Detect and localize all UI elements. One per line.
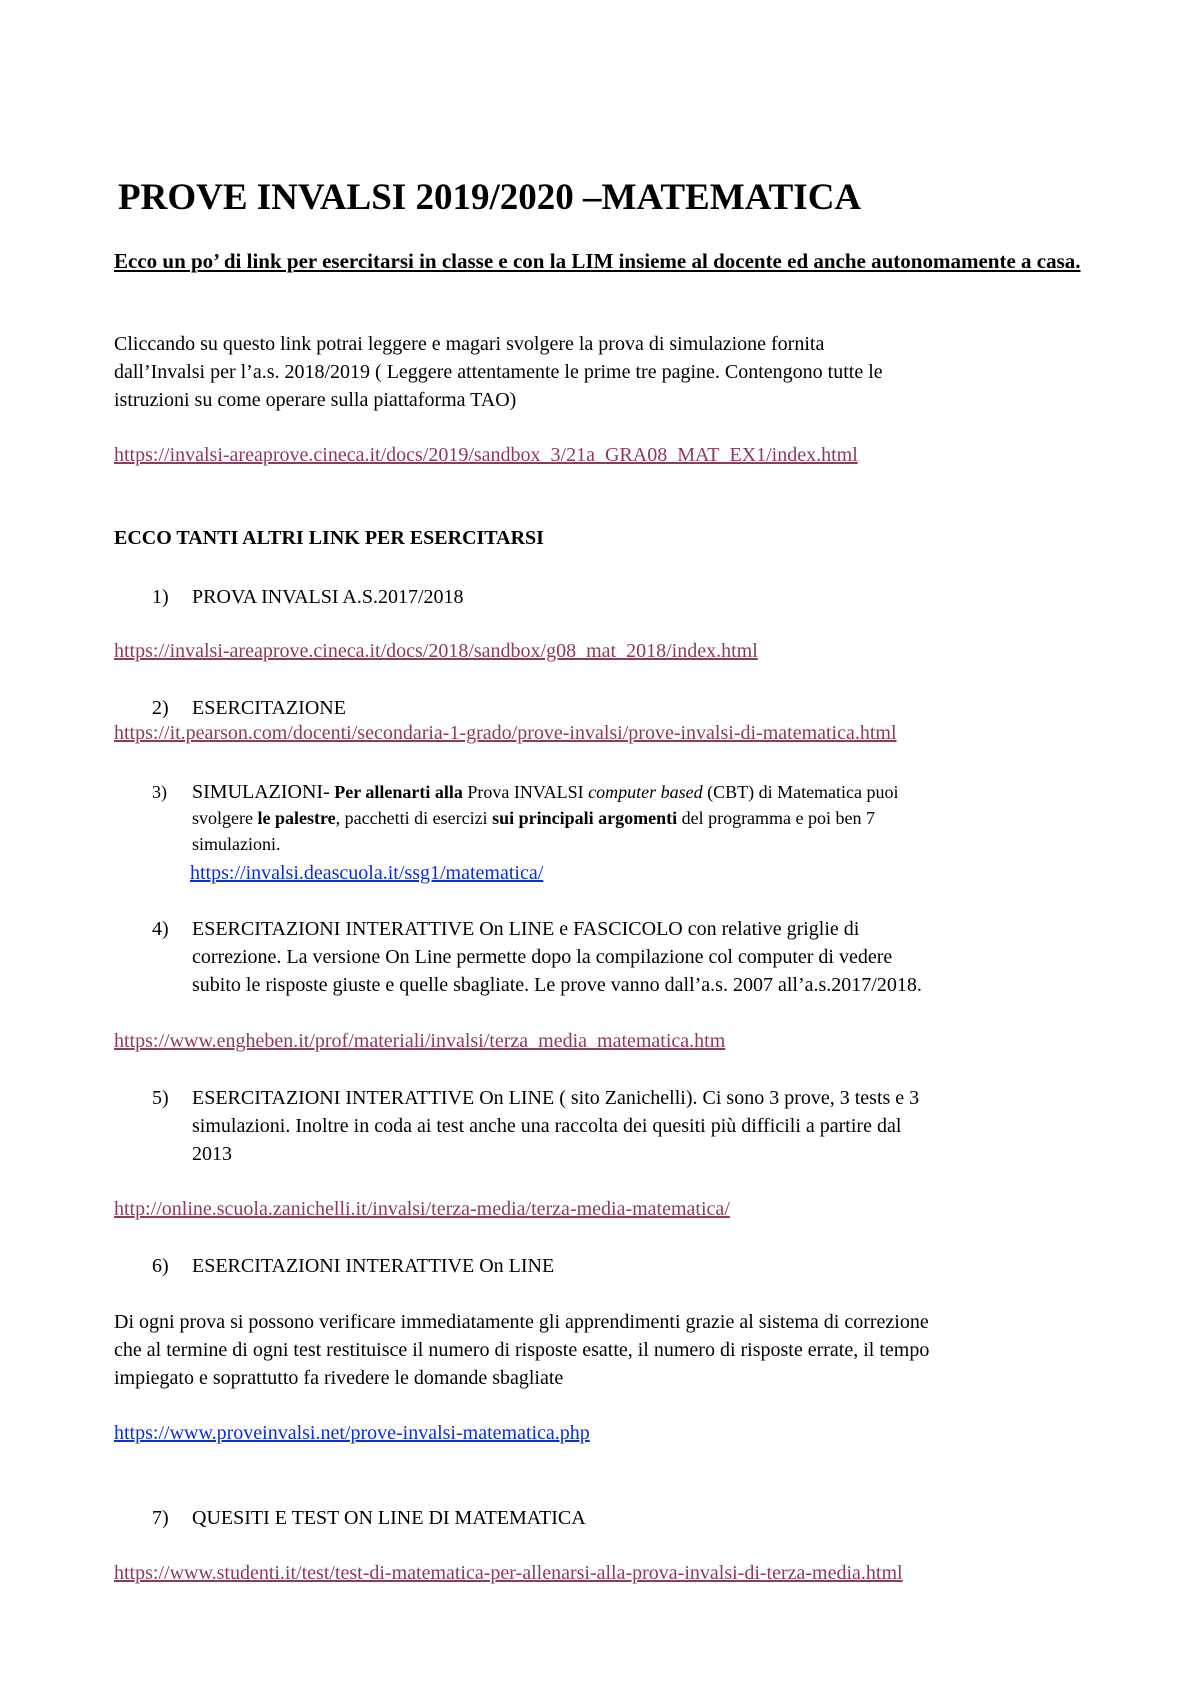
item-text bbox=[192, 779, 1092, 857]
item-line: simulazioni. bbox=[192, 834, 281, 854]
list-item-4 bbox=[152, 915, 1092, 999]
item-line: correzione. La versione On Line permette dopo la compilazione col computer di vedere bbox=[192, 946, 893, 968]
page-title: PROVE INVALSI 2019/2020 –MATEMATICA bbox=[118, 177, 862, 218]
item-number: 5) bbox=[152, 1087, 169, 1109]
item-line bbox=[192, 779, 1092, 805]
item-text: ESERCITAZIONE bbox=[192, 697, 346, 719]
item-lead: SIMULAZIONI- bbox=[192, 781, 330, 803]
description-line: impiegato e soprattutto fa rivedere le domande sbagliate bbox=[114, 1367, 564, 1389]
description-line: che al termine di ogni test restituisce il numero di risposte esatte, il numero di risposte errate, il tempo bbox=[114, 1339, 930, 1361]
list-item-7 bbox=[152, 1504, 586, 1532]
plain-text: , pacchetti di esercizi bbox=[335, 808, 493, 828]
emphasis-text: Per allenarti bbox=[329, 782, 431, 802]
list-item-6 bbox=[152, 1252, 554, 1280]
plain-text: svolgere bbox=[192, 808, 258, 828]
intro-text: Ecco un po’ di link per esercitarsi in classe e con la LIM insieme al docente ed anche autonomamente a casa. bbox=[114, 249, 1081, 273]
item-number: 1) bbox=[152, 586, 169, 608]
item-4-link[interactable]: https://www.engheben.it/prof/materiali/invalsi/terza_media_matematica.htm bbox=[114, 1030, 726, 1052]
plain-text: (CBT) di Matematica puoi bbox=[702, 782, 899, 802]
item-line: ESERCITAZIONI INTERATTIVE On LINE ( sito Zanichelli). Ci sono 3 prove, 3 tests e 3 bbox=[192, 1087, 920, 1109]
item-line: simulazioni. Inoltre in coda ai test anche una raccolta dei quesiti più difficili a partire dal bbox=[192, 1115, 902, 1137]
item-number: 3) bbox=[152, 782, 167, 802]
item-text: ESERCITAZIONI INTERATTIVE On LINE bbox=[192, 1255, 555, 1277]
item-3-link[interactable]: https://invalsi.deascuola.it/ssg1/matematica/ bbox=[190, 862, 544, 884]
item-number: 4) bbox=[152, 918, 169, 940]
simulation-line: dall’Invalsi per l’a.s. 2018/2019 ( Leggere attentamente le prime tre pagine. Contengono tutte le bbox=[114, 361, 883, 383]
list-item-1 bbox=[152, 583, 464, 611]
item-1-link[interactable]: https://invalsi-areaprove.cineca.it/docs/2018/sandbox/g08_mat_2018/index.html bbox=[114, 640, 758, 662]
item-text: QUESITI E TEST ON LINE DI MATEMATICA bbox=[192, 1507, 586, 1529]
plain-text: Prova INVALSI bbox=[462, 782, 589, 802]
description-line: Di ogni prova si possono verificare immediatamente gli apprendimenti grazie al sistema di correzione bbox=[114, 1311, 929, 1333]
item-line: 2013 bbox=[192, 1143, 232, 1165]
list-item-5 bbox=[152, 1084, 1092, 1168]
item-text: PROVA INVALSI A.S.2017/2018 bbox=[192, 586, 464, 608]
item-6-description bbox=[114, 1308, 929, 1392]
item-6-link[interactable]: https://www.proveinvalsi.net/prove-invalsi-matematica.php bbox=[114, 1422, 590, 1444]
item-2-link[interactable]: https://it.pearson.com/docenti/secondaria-1-grado/prove-invalsi/prove-invalsi-di-matematica.html bbox=[114, 722, 897, 744]
section-heading: ECCO TANTI ALTRI LINK PER ESERCITARSI bbox=[114, 527, 544, 549]
plain-text: del programma e poi ben 7 bbox=[677, 808, 876, 828]
item-line bbox=[192, 805, 1092, 831]
item-text bbox=[192, 1084, 1092, 1168]
item-line: ESERCITAZIONI INTERATTIVE On LINE e FASCICOLO con relative griglie di bbox=[192, 918, 860, 940]
simulation-line: Cliccando su questo link potrai leggere e magari svolgere la prova di simulazione fornita bbox=[114, 333, 825, 355]
emphasis-text: sui principali argomenti bbox=[492, 808, 678, 828]
simulation-link[interactable]: https://invalsi-areaprove.cineca.it/docs/2019/sandbox_3/21a_GRA08_MAT_EX1/index.html bbox=[114, 444, 858, 466]
item-number: 7) bbox=[152, 1507, 169, 1529]
item-number: 2) bbox=[152, 697, 169, 719]
emphasis-text: le palestre bbox=[257, 808, 336, 828]
simulation-line: istruzioni su come operare sulla piattaforma TAO) bbox=[114, 389, 517, 411]
item-text bbox=[192, 915, 1092, 999]
item-line: subito le risposte giuste e quelle sbagliate. Le prove vanno dall’a.s. 2007 all’a.s.2017/2018. bbox=[192, 974, 922, 996]
list-item-3 bbox=[152, 779, 1092, 857]
simulation-paragraph bbox=[114, 330, 883, 414]
item-5-link[interactable]: http://online.scuola.zanichelli.it/invalsi/terza-media/terza-media-matematica/ bbox=[114, 1198, 730, 1220]
item-number: 6) bbox=[152, 1255, 169, 1277]
italic-text: computer based bbox=[588, 782, 703, 802]
item-7-link[interactable]: https://www.studenti.it/test/test-di-matematica-per-allenarsi-alla-prova-invalsi-di-terza-media.html bbox=[114, 1562, 903, 1584]
list-item-2 bbox=[152, 694, 346, 722]
emphasis-text: alla bbox=[430, 782, 463, 802]
